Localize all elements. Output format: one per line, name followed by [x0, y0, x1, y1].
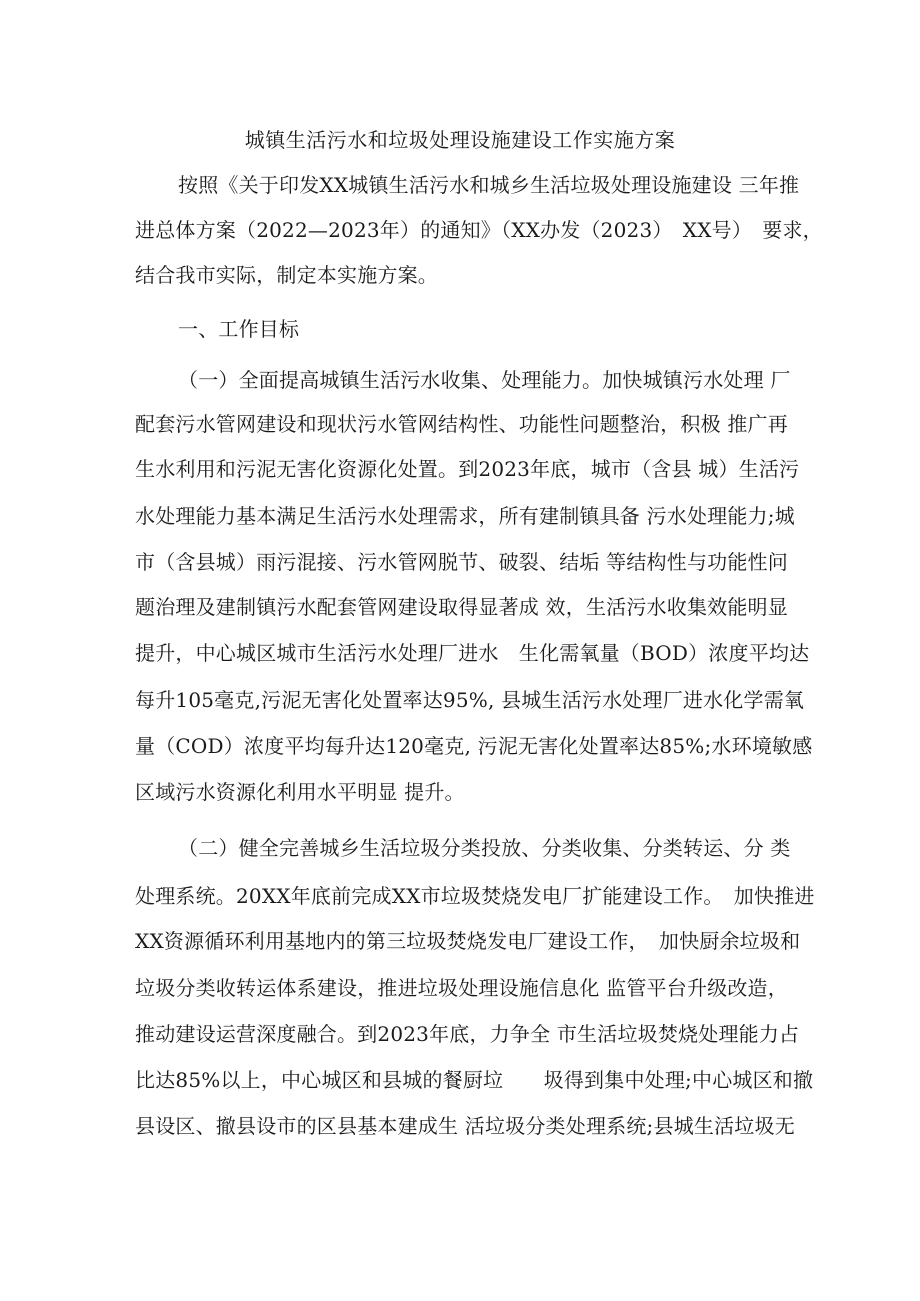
document-title: 城镇生活污水和垃圾处理设施建设工作实施方案	[244, 128, 676, 152]
sub1-line: 题治理及建制镇污水配套管网建设取得显著成 效，生活污水收集效能明显	[135, 595, 788, 619]
sub2-line: 推动建设运营深度融合。到2023年底，力争全 市生活垃圾焚烧处理能力占	[135, 1022, 800, 1046]
sub2-line: 县设区、撤县设市的区县基本建成生 活垃圾分类处理系统;县城生活垃圾无	[135, 1114, 795, 1138]
sub1-line: 水处理能力基本满足生活污水处理需求，所有建制镇具备 污水处理能力;城	[135, 504, 795, 528]
intro-line: 进总体方案（2022—2023年）的通知》（XX办发（2023） XX号） 要求，	[135, 218, 823, 242]
sub2-line: 比达85%以上，中心城区和县城的餐厨垃 圾得到集中处理;中心城区和撤	[135, 1068, 814, 1092]
sub2-line: XX资源循环利用基地内的第三垃圾焚烧发电厂建设工作， 加快厨余垃圾和	[135, 929, 801, 953]
sub1-line: 生水利用和污泥无害化资源化处置。到2023年底，城市（含县 城）生活污	[135, 457, 800, 481]
sub1-line: 每升105毫克,污泥无害化处置率达95%, 县城生活污水处理厂进水化学需氧	[135, 688, 805, 712]
sub1-line: 区域污水资源化利用水平明显 提升。	[135, 780, 465, 804]
sub1-line: 市（含县城）雨污混接、污水管网脱节、破裂、结垢 等结构性与功能性问	[135, 550, 788, 574]
sub1-line: 配套污水管网建设和现状污水管网结构性、功能性问题整治，积极 推广再	[135, 412, 788, 436]
sub2-line: 垃圾分类收转运体系建设，推进垃圾处理设施信息化 监管平台升级改造，	[135, 976, 788, 1000]
intro-line: 按照《关于印发XX城镇生活污水和城乡生活垃圾处理设施建设 三年推	[178, 173, 800, 197]
sub2-line: 处理系统。20XX年底前完成XX市垃圾焚烧发电厂扩能建设工作。 加快推进	[135, 884, 815, 908]
sub1-line: 提升，中心城区城市生活污水处理厂进水 生化需氧量（BOD）浓度平均达	[135, 641, 810, 665]
sub1-line: （一）全面提高城镇生活污水收集、处理能力。加快城镇污水处理 厂	[178, 368, 791, 392]
sub2-line: （二）健全完善城乡生活垃圾分类投放、分类收集、分类转运、分 类	[178, 836, 791, 860]
section-heading: 一、工作目标	[178, 317, 300, 341]
intro-line: 结合我市实际，制定本实施方案。	[135, 263, 438, 287]
sub1-line: 量（COD）浓度平均每升达120毫克, 污泥无害化处置率达85%;水环境敏感	[135, 734, 813, 758]
